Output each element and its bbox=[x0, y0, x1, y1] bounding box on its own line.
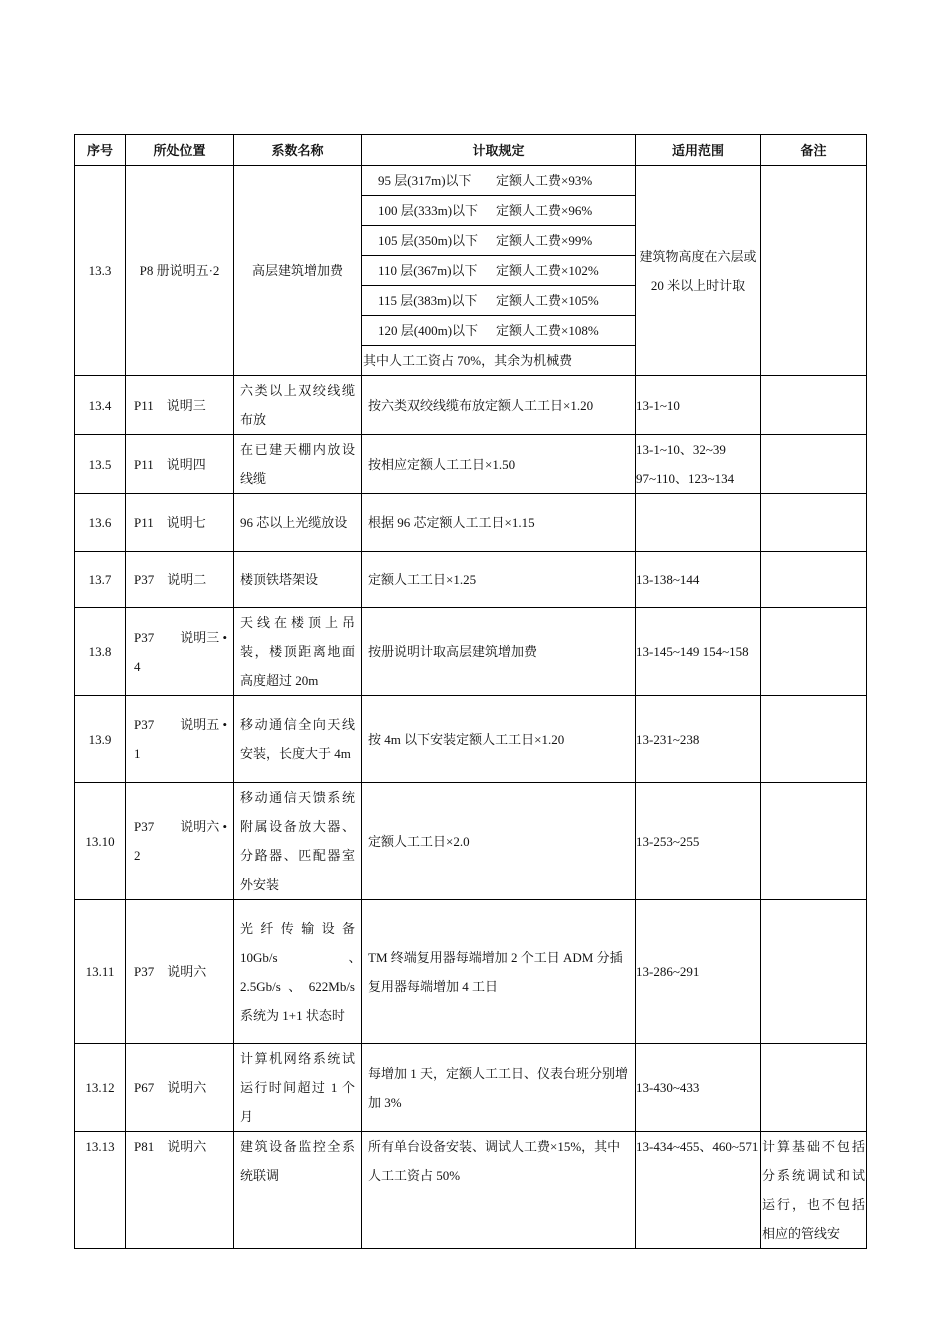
table-row bbox=[75, 494, 867, 552]
row-note bbox=[761, 552, 867, 608]
rule-floor: 120 层(400m)以下 bbox=[378, 323, 479, 338]
rule-fee: 定额人工费×108% bbox=[496, 323, 599, 338]
rule-fee: 定额人工费×93% bbox=[496, 173, 593, 188]
rule-line bbox=[362, 196, 636, 226]
row-rule: 定额人工工日×2.0 bbox=[362, 783, 636, 900]
row-rule: 所有单台设备安装、调试人工费×15%，其中人工工资占 50% bbox=[362, 1132, 636, 1249]
rule-line bbox=[362, 226, 636, 256]
coefficient-table-page bbox=[74, 134, 866, 1249]
row-scope: 13-145~149 154~158 bbox=[636, 608, 761, 696]
rule-fee: 定额人工费×105% bbox=[496, 293, 599, 308]
row-rule: 根据 96 芯定额人工工日×1.15 bbox=[362, 494, 636, 552]
row-name: 六类以上双绞线缆布放 bbox=[234, 376, 362, 435]
row-no: 13.12 bbox=[75, 1044, 126, 1132]
row-no: 13.10 bbox=[75, 783, 126, 900]
row-note bbox=[761, 783, 867, 900]
rule-floor: 100 层(333m)以下 bbox=[378, 203, 479, 218]
row-rule: 按 4m 以下安装定额人工工日×1.20 bbox=[362, 696, 636, 783]
row-note bbox=[761, 435, 867, 494]
row-scope: 13-231~238 bbox=[636, 696, 761, 783]
row-rule: 按册说明计取高层建筑增加费 bbox=[362, 608, 636, 696]
scope-line: 20 米以上时计取 bbox=[650, 277, 746, 293]
row-location: P37 说明五 • 1 bbox=[126, 696, 234, 783]
table-header-row bbox=[75, 135, 867, 166]
row-scope: 13-434~455、460~571 bbox=[636, 1132, 761, 1249]
row-scope: 13-286~291 bbox=[636, 900, 761, 1044]
row-name: 天线在楼顶上吊装，楼顶距离地面高度超过 20m bbox=[234, 608, 362, 696]
row-no: 13.8 bbox=[75, 608, 126, 696]
table-row bbox=[75, 376, 867, 435]
row-scope: 13-1~10 bbox=[636, 376, 761, 435]
row-note: 计算基础不包括分系统调试和试运行，也不包括相应的管线安 bbox=[761, 1132, 867, 1249]
header-no: 序号 bbox=[75, 135, 126, 166]
row-note bbox=[761, 376, 867, 435]
rule-floor: 95 层(317m)以下 bbox=[378, 173, 472, 188]
table-row bbox=[75, 1044, 867, 1132]
row-note bbox=[761, 900, 867, 1044]
row-no: 13.13 bbox=[75, 1132, 126, 1249]
header-note: 备注 bbox=[761, 135, 867, 166]
row-location: P81 说明六 bbox=[126, 1132, 234, 1249]
rule-line bbox=[362, 286, 636, 316]
row-scope: 13-430~433 bbox=[636, 1044, 761, 1132]
row-name: 高层建筑增加费 bbox=[234, 166, 362, 376]
row-scope: 13-253~255 bbox=[636, 783, 761, 900]
row-name: 移动通信全向天线安装，长度大于 4m bbox=[234, 696, 362, 783]
row-name: 建筑设备监控全系统联调 bbox=[234, 1132, 362, 1249]
row-no: 13.4 bbox=[75, 376, 126, 435]
table-row bbox=[75, 166, 867, 196]
rule-floor: 105 层(350m)以下 bbox=[378, 233, 479, 248]
table-row bbox=[75, 552, 867, 608]
row-location: P11 说明三 bbox=[126, 376, 234, 435]
scope-line: 建筑物高度在六层或 bbox=[639, 248, 757, 264]
row-rule: TM 终端复用器每端增加 2 个工日 ADM 分插复用器每端增加 4 工日 bbox=[362, 900, 636, 1044]
row-note bbox=[761, 166, 867, 376]
row-no: 13.5 bbox=[75, 435, 126, 494]
row-rule: 按六类双绞线缆布放定额人工工日×1.20 bbox=[362, 376, 636, 435]
row-name: 计算机网络系统试运行时间超过 1 个月 bbox=[234, 1044, 362, 1132]
rule-line bbox=[362, 256, 636, 286]
row-note bbox=[761, 608, 867, 696]
row-scope bbox=[636, 494, 761, 552]
header-rule: 计取规定 bbox=[362, 135, 636, 166]
table-row bbox=[75, 435, 867, 494]
rule-fee: 定额人工费×99% bbox=[496, 233, 593, 248]
table-row bbox=[75, 900, 867, 1044]
row-scope bbox=[636, 166, 761, 376]
row-name: 楼顶铁塔架设 bbox=[234, 552, 362, 608]
row-location: P11 说明四 bbox=[126, 435, 234, 494]
row-location: P37 说明三 • 4 bbox=[126, 608, 234, 696]
row-no: 13.7 bbox=[75, 552, 126, 608]
row-location: P67 说明六 bbox=[126, 1044, 234, 1132]
rule-floor: 115 层(383m)以下 bbox=[378, 293, 478, 308]
rule-fee: 定额人工费×102% bbox=[496, 263, 599, 278]
row-note bbox=[761, 1044, 867, 1132]
row-no: 13.11 bbox=[75, 900, 126, 1044]
rule-floor: 110 层(367m)以下 bbox=[378, 263, 478, 278]
row-location: P11 说明七 bbox=[126, 494, 234, 552]
table-row bbox=[75, 608, 867, 696]
row-name: 移动通信天馈系统附属设备放大器、分路器、匹配器室外安装 bbox=[234, 783, 362, 900]
row-note bbox=[761, 696, 867, 783]
row-rule: 定额人工工日×1.25 bbox=[362, 552, 636, 608]
row-name: 96 芯以上光缆放设 bbox=[234, 494, 362, 552]
row-location: P8 册说明五·2 bbox=[126, 166, 234, 376]
row-location: P37 说明六 • 2 bbox=[126, 783, 234, 900]
row-note bbox=[761, 494, 867, 552]
table-row bbox=[75, 783, 867, 900]
header-location: 所处位置 bbox=[126, 135, 234, 166]
row-no: 13.6 bbox=[75, 494, 126, 552]
row-name: 在已建天棚内放设线缆 bbox=[234, 435, 362, 494]
row-no: 13.3 bbox=[75, 166, 126, 376]
header-name: 系数名称 bbox=[234, 135, 362, 166]
rule-fee: 定额人工费×96% bbox=[496, 203, 593, 218]
rule-line bbox=[362, 316, 636, 346]
row-location: P37 说明六 bbox=[126, 900, 234, 1044]
header-scope: 适用范围 bbox=[636, 135, 761, 166]
coefficient-table bbox=[74, 134, 867, 1249]
row-location: P37 说明二 bbox=[126, 552, 234, 608]
row-scope: 13-138~144 bbox=[636, 552, 761, 608]
row-no: 13.9 bbox=[75, 696, 126, 783]
row-name: 光纤传输设备 10Gb/s 、 2.5Gb/s、622Mb/s 系统为 1+1 状态时 bbox=[234, 900, 362, 1044]
rule-line bbox=[362, 166, 636, 196]
row-rule: 每增加 1 天，定额人工工日、仪表台班分别增加 3% bbox=[362, 1044, 636, 1132]
rule-note: 其中人工工资占 70%，其余为机械费 bbox=[362, 346, 636, 376]
table-row bbox=[75, 696, 867, 783]
table-row bbox=[75, 1132, 867, 1249]
row-rule: 按相应定额人工工日×1.50 bbox=[362, 435, 636, 494]
row-scope: 13-1~10、32~39 97~110、123~134 bbox=[636, 435, 761, 494]
